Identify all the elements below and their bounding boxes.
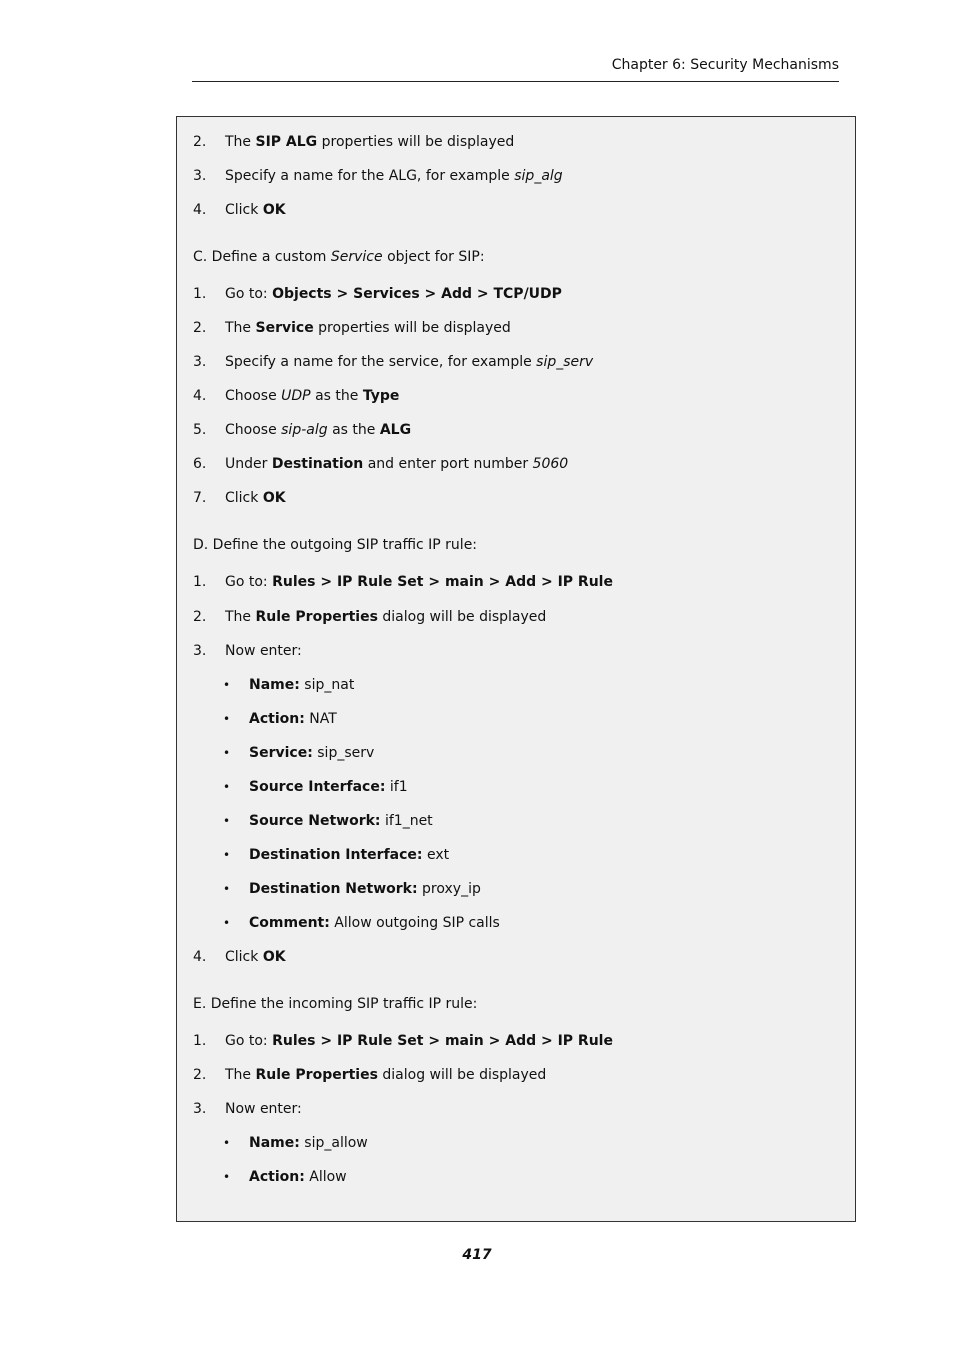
section-heading: E. Define the incoming SIP traffic IP rule: [193,996,478,1012]
section-heading: D. Define the outgoing SIP traffic IP rule: [193,537,478,553]
page-header [192,55,839,82]
chapter-title: Chapter 6: Security Mechanisms [611,57,839,73]
section-heading: C. Define a custom Service object for SIP: [193,249,485,265]
example-box: 2. The SIP ALG properties will be displayed 3. Specify a name for the ALG, for example sip_alg 4. Click OK C. Define a custom Service object for SIP: 1. Go to: Objects > Services > Add > TCP/UDP 2. The Service properties will be displayed 3. Specify a name for the service, for example sip_serv 4. Choose UDP as the Type 5. Choose sip-alg as the ALG 6. Under Destination and enter port number 5060 7. Click OK D. Define the outgoing SIP traffic IP rule: 1. Go to: Rules > IP Rule Set > main > Add > IP Rule 2. The Rule Properties dialog will be displayed 3. Now enter: • Name: sip_nat • Action: NAT • Service: sip_serv • Source Interface: if1 • Source Network: if1_net • Destination Interface: ext • Destination Network: proxy_ip • Comment: Allow outgoing SIP calls 4. Click OK E. Define the incoming SIP traffic IP rule: 1. Go to: Rules > IP Rule Set > main > Add > IP Rule 2. The Rule Properties dialog will be displayed 3. Now enter: • Name: sip_allow • Action: Allow [176,116,856,1222]
page-number: 417 [462,1247,492,1263]
